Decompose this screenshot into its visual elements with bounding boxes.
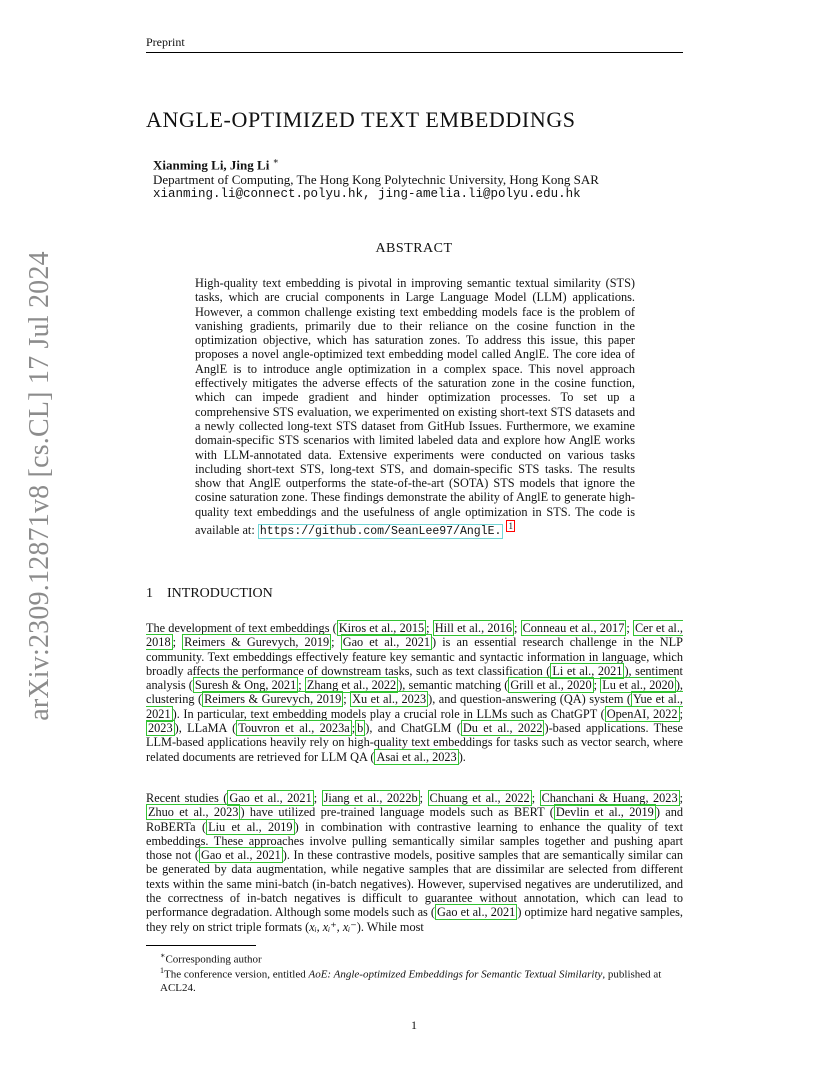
abstract-body [195, 276, 635, 539]
text-run: )-based applications. These LLM-based applications heavily rely on high-quality text embeddings for tasks such as vector search, where related documents are retrieved for LLM QA ( [146, 721, 684, 764]
footnote-text: , published at ACL24. [160, 968, 662, 994]
text-run: ) have utilized pre-trained language models such as BERT ( [240, 805, 554, 820]
footnote-link[interactable]: 1 [508, 521, 513, 532]
citation-link[interactable]: Gao et al., 2021 [200, 848, 281, 863]
page-number: 1 [411, 1018, 417, 1032]
paper-title: ANGLE-OPTIMIZED TEXT EMBEDDINGS [146, 107, 576, 132]
citation-link[interactable]: Chuang et al., 2022 [429, 791, 530, 805]
citation-link[interactable]: Yue et al., 2021 [146, 692, 683, 721]
citation-link[interactable]: b [357, 721, 364, 736]
citation-link[interactable]: Chanchani & Huang, 2023 [541, 791, 678, 805]
citation-link[interactable]: Reimers & Gurevych, 2019 [184, 635, 330, 650]
affiliation: Department of Computing, The Hong Kong Polytechnic University, Hong Kong SAR [153, 172, 599, 187]
math-triple: xᵢ, xᵢ⁺, xᵢ⁻ [309, 919, 357, 934]
abstract-heading: ABSTRACT [375, 241, 453, 256]
section-title: INTRODUCTION [167, 586, 273, 601]
header-rule [146, 52, 683, 53]
citation-link[interactable]: 2023 [148, 721, 173, 736]
text-run: ), sentiment analysis ( [146, 663, 683, 693]
citation-link[interactable]: Grill et al., 2020 [510, 678, 592, 693]
text-run: ) and RoBERTa ( [146, 805, 683, 834]
footnote-title: AoE: Angle-optimized Embeddings for Semantic Textual Similarity [308, 968, 603, 981]
corresponding-mark: ∗ [272, 156, 279, 166]
citation-link[interactable]: Conneau et al., 2017 [522, 621, 625, 635]
text-run: Recent studies ( [146, 791, 228, 805]
footnote-mark: 1 [160, 966, 164, 975]
citation-link[interactable]: Suresh & Ong, 2021 [194, 678, 297, 693]
text-run: ) optimize hard negative samples, they rely on strict triple formats ( [146, 905, 684, 934]
citation-link[interactable]: Reimers & Gurevych, 2019 [204, 692, 342, 707]
text-run: The development of text embeddings ( [146, 621, 337, 635]
footnote-text: The conference version, entitled [164, 968, 309, 981]
text-run: ). [458, 749, 466, 764]
footnote-text: Corresponding author [165, 953, 262, 966]
citation-link[interactable]: Xu et al., 2023 [352, 692, 427, 707]
author-emails: xianming.li@connect.polyu.hk, jing-amelia.li@polyu.edu.hk [153, 187, 581, 201]
text-run: ). In particular, text embedding models play a crucial role in LLMs such as ChatGPT ( [172, 706, 605, 721]
citation-link[interactable]: Li et al., 2021 [552, 663, 623, 678]
section-heading [146, 586, 273, 602]
running-header: Preprint [146, 35, 185, 49]
text-run: ) is an essential research challenge in the NLP community. Text embeddings effectively feature key semantic and syntactic information in language, which broadly affects the performance of downstream tasks, such as text classification ( [146, 635, 683, 678]
intro-paragraph-1: The development of text embeddings ( Kiros et al., 2015 ; Hill et al., 2016 ; Conneau et al., 2017 ; Cer et al., 2018 ; Reimers & Gurevych, 2019 ; Gao et al., 2021 ) is an essential research challenge in the NLP community. Text embeddings effectively feature key semantic and syntactic information in language, which broadly affects the performance of downstream tasks, such as text classification ( Li et al., 2021 ), sentiment analysis ( Suresh & Ong, 2021 ; Zhang et al., 2022 ), semantic matching ( Grill et al., 2020 ; Lu et al., 2020 ), clustering ( Reimers & Gurevych, 2019 ; Xu et al., 2023 ), and question-answering (QA) system ( Yue et al., 2021 ). In particular, text embedding models play a crucial role in LLMs such as ChatGPT ( OpenAI, 2022 ; 2023 ), LLaMA ( Touvron et al., 2023a ; b ), and ChatGLM ( Du et al., 2022 )-based applications. These LLM-based applications heavily rely on high-quality text embeddings for tasks such as vector search, where related documents are retrieved for LLM QA ( Asai et al., 2023 ). [146, 621, 684, 764]
text-run: ), clustering ( [146, 678, 683, 707]
citation-link[interactable]: Gao et al., 2021 [437, 905, 516, 920]
intro-paragraph-2: Recent studies ( Gao et al., 2021 ; Jiang et al., 2022b ; Chuang et al., 2022 ; Chanchani & Huang, 2023 ; Zhuo et al., 2023 ) have utilized pre-trained language models such as BERT ( Devlin et al., 2019 ) and RoBERTa ( Liu et al., 2019 ) in combination with contrastive learning to enhance the quality of text embeddings. These approaches involve pulling semantically similar samples together and pushing apart those not ( Gao et al., 2021 ). In these contrastive models, positive samples that are semantically similar can be generated by data augmentation, while negative samples that are dissimilar are selected from different texts within the same mini-batch (in-batch negatives). However, supervised negatives are underutilized, and the correctness of in-batch negatives is difficult to guarantee without annotation, which can lead to performance degradation. Although some models such as ( Gao et al., 2021 ) optimize hard negative samples, they rely on strict triple formats (xᵢ, xᵢ⁺, xᵢ⁻). While most [146, 791, 684, 934]
citation-link[interactable]: Lu et al., 2020 [602, 678, 674, 693]
text-run: ), and question-answering (QA) system ( [428, 692, 631, 707]
footnote-rule [146, 945, 256, 946]
citation-link[interactable]: Zhang et al., 2022 [306, 678, 397, 693]
citation-link[interactable]: Jiang et al., 2022b [323, 791, 418, 805]
section-number: 1 [146, 586, 153, 601]
text-run: ) in combination with contrastive learning to enhance the quality of text embeddings. These approaches involve pulling semantically similar samples together and pushing apart those not ( [146, 819, 684, 863]
text-run: ), semantic matching ( [398, 678, 509, 693]
citation-link[interactable]: OpenAI, 2022 [606, 706, 678, 721]
arxiv-stamp-text: arXiv:2309.12871v8 [cs.CL] 17 Jul 2024 [24, 251, 55, 721]
abstract-text: High-quality text embedding is pivotal in improving semantic textual similarity (STS) tasks, which are crucial components in Large Language Model (LLM) applications. However, a common challenge existing text embedding models face is the problem of vanishing gradients, primarily due to their reliance on the cosine function in the optimization objective, which has saturation zones. To address this issue, this paper proposes a novel angle-optimized text embedding model called AnglE. The core idea of AnglE is to introduce angle optimization in a complex space. This novel approach effectively mitigates the adverse effects of the saturation zone in the cosine function, which can impede gradient and hinder optimization processes. To set up a comprehensive STS evaluation, we experimented on existing short-text STS datasets and a newly collected long-text STS dataset from GitHub Issues. Furthermore, we examine domain-specific STS scenarios with limited labeled data and explore how AnglE works with LLM-annotated data. Extensive experiments were conducted on various tasks including short-text STS, long-text STS, and domain-specific STS tasks. The results show that AnglE outperforms the state-of-the-art (SOTA) STS models that ignore the cosine saturation zone. These findings demonstrate the ability of AnglE to generate high-quality text embeddings and the usefulness of angle optimization in STS. The code is available at: [195, 276, 635, 538]
citation-link[interactable]: Cer et al., 2018 [146, 621, 683, 650]
citation-link[interactable]: Devlin et al., 2019 [555, 805, 654, 820]
citation-link[interactable]: Liu et al., 2019 [208, 819, 293, 834]
footnote-2 [160, 964, 683, 995]
text-run: ). While most [356, 919, 424, 934]
text-run: ). In these contrastive models, positive samples that are semantically similar can be generated by data augmentation, while negative samples that are dissimilar are selected from different texts within the same mini-batch (in-batch negatives). However, supervised negatives are underutilized, and the correctness of in-batch negatives is difficult to guarantee without annotation, which can lead to performance degradation. Although some models such as ( [146, 848, 683, 920]
citation-link[interactable]: Kiros et al., 2015 [338, 621, 425, 635]
citation-link[interactable]: Hill et al., 2016 [434, 621, 512, 635]
author-list: Xianming Li, Jing Li [153, 157, 270, 173]
arxiv-stamp [20, 251, 60, 721]
citation-link[interactable]: Zhuo et al., 2023 [148, 805, 239, 820]
author-names [153, 156, 279, 173]
citation-link[interactable]: Asai et al., 2023 [376, 749, 457, 764]
citation-link[interactable]: Gao et al., 2021 [229, 791, 312, 805]
text-run: ), and ChatGLM ( [365, 721, 461, 736]
code-link[interactable]: https://github.com/SeanLee97/AnglE. [259, 525, 502, 539]
citation-link[interactable]: Touvron et al., 2023a [238, 721, 350, 736]
citation-link[interactable]: Gao et al., 2021 [342, 635, 430, 650]
citation-link[interactable]: Du et al., 2022 [462, 721, 543, 736]
text-run: ), LLaMA ( [174, 721, 237, 736]
footnote-mark: ∗ [160, 951, 166, 960]
